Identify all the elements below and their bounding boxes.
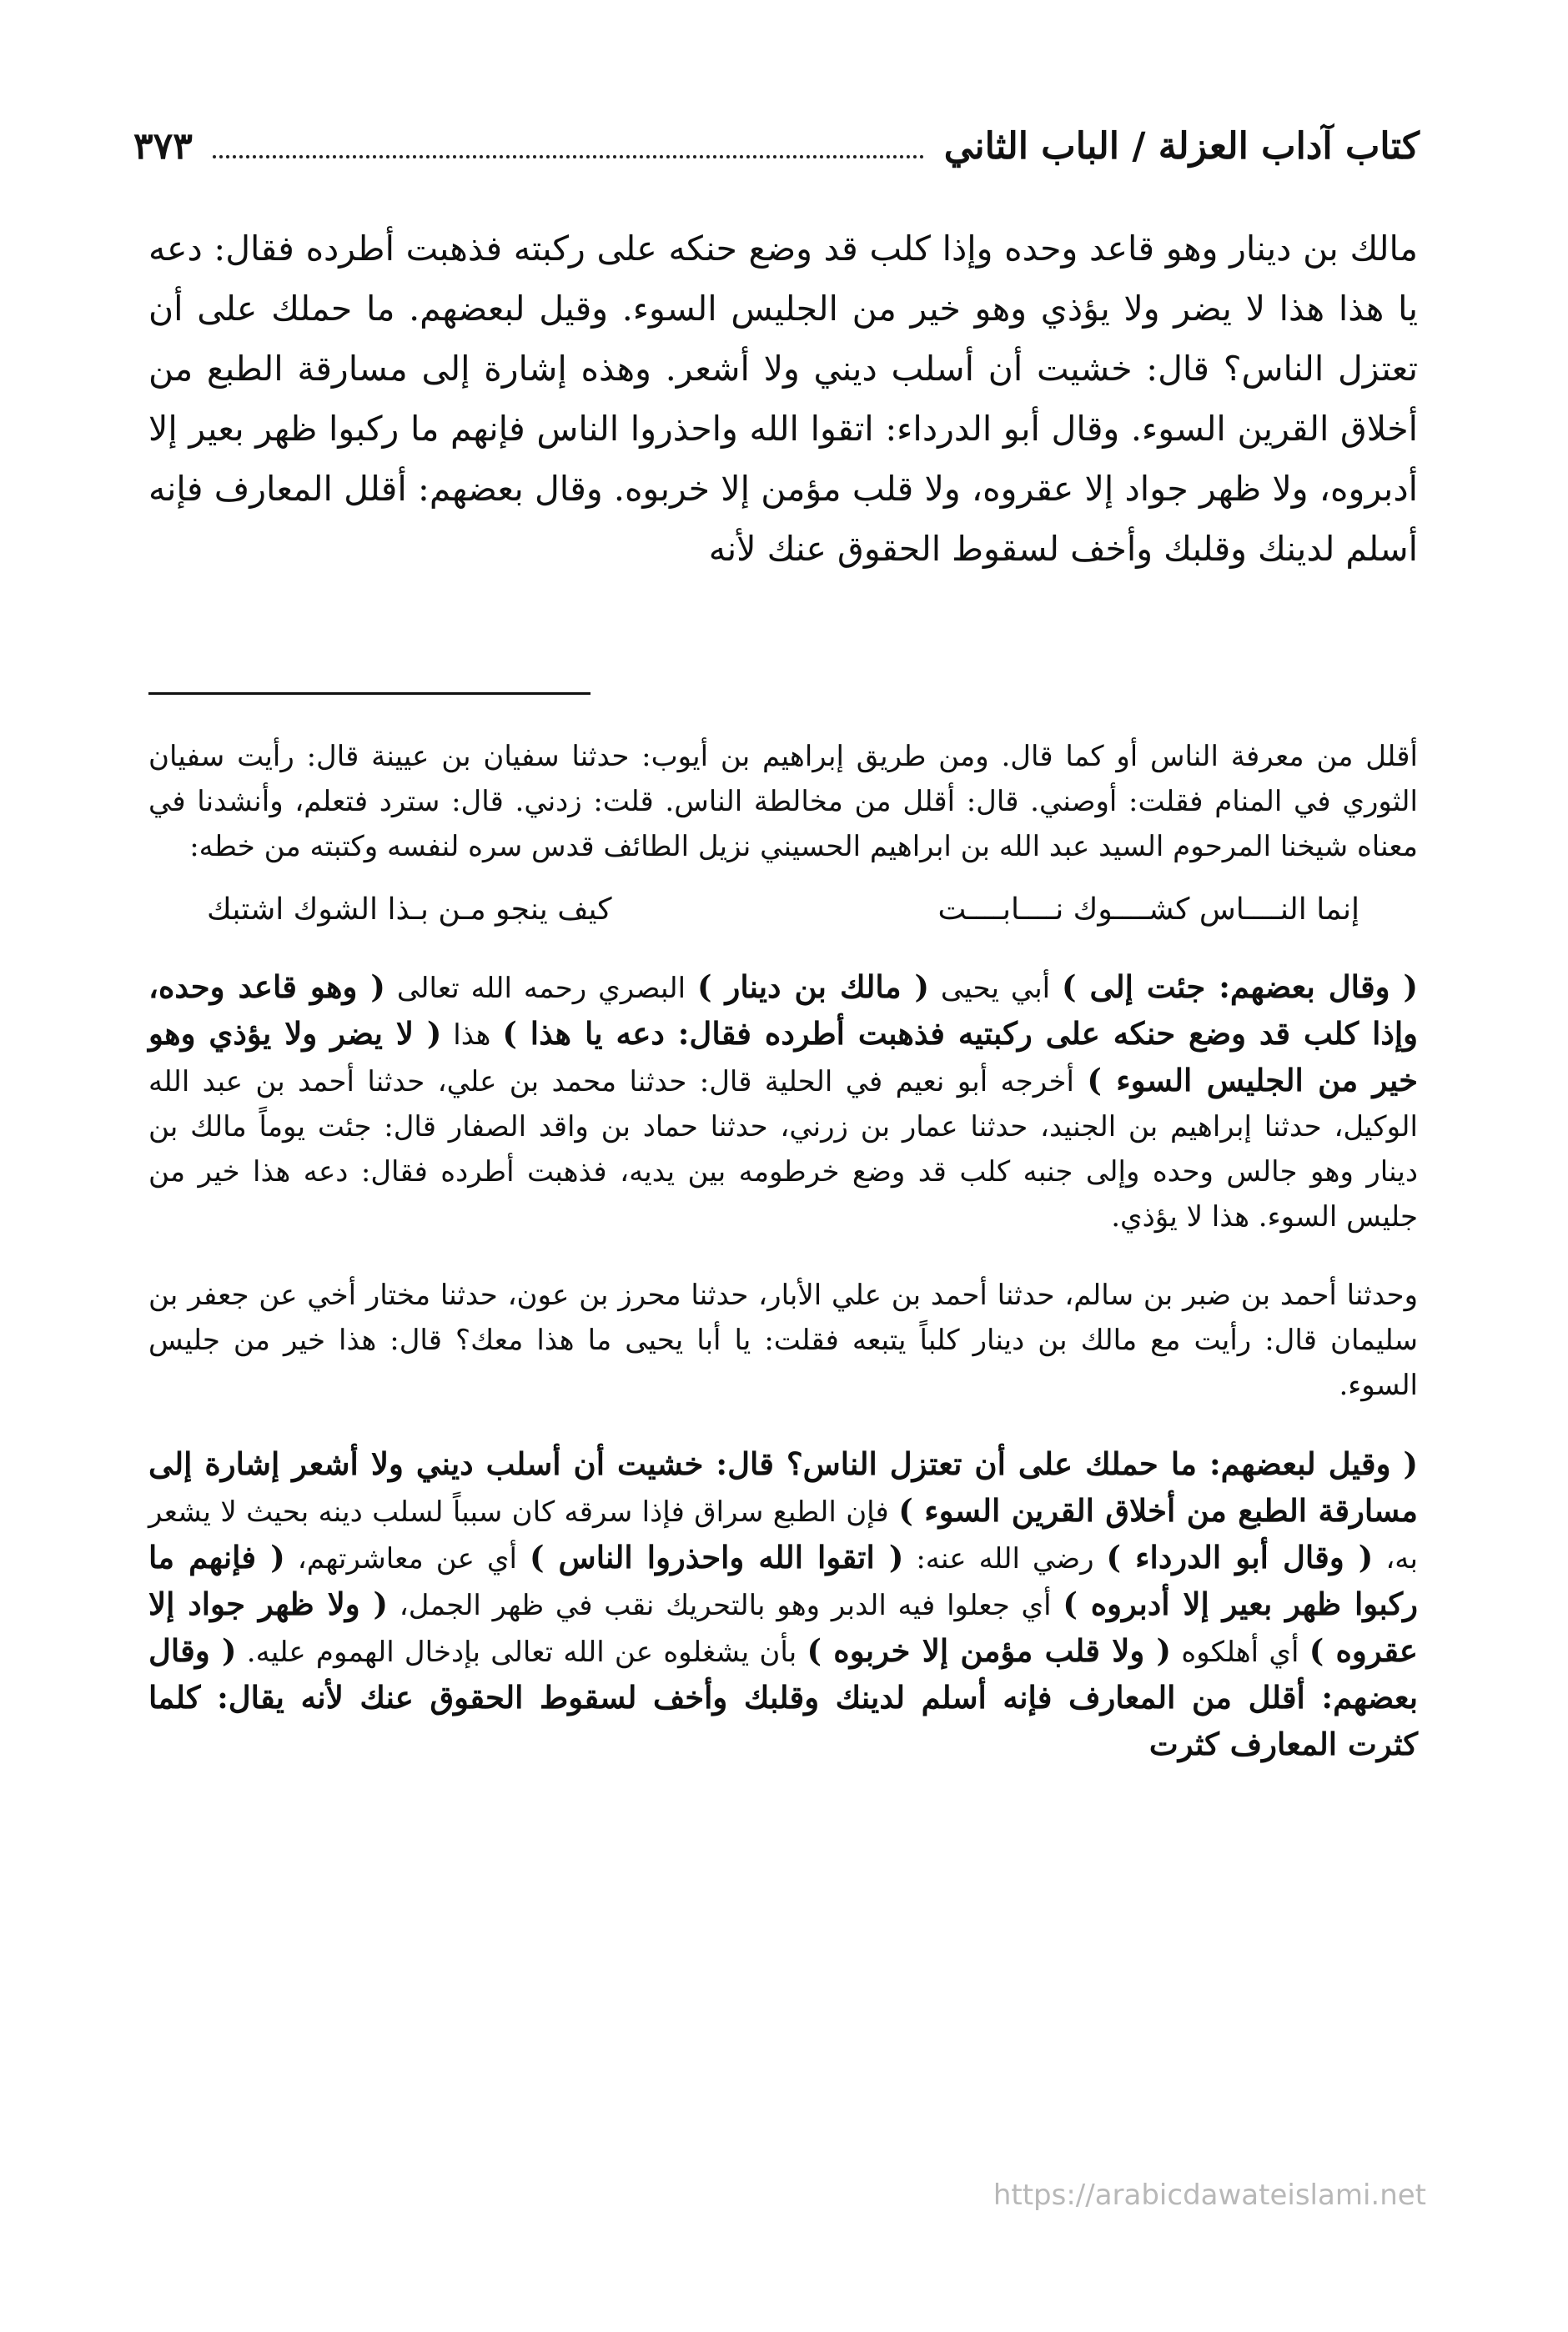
quoted-text: ( لا يضر ولا يؤذي وهو خير من الجليس السوء ) xyxy=(148,1015,1418,1098)
page-number: ٣٧٣ xyxy=(133,124,193,168)
quoted-text: ( اتقوا الله واحذروا الناس ) xyxy=(529,1539,904,1576)
poetry-verse xyxy=(148,887,1418,932)
commentary-section xyxy=(148,734,1418,1787)
commentary-text: بأن يشغلوه عن الله تعالى بإدخال الهموم عليه. xyxy=(236,1636,807,1669)
quoted-text: ( ولا ظهر جواد إلا عقروه ) xyxy=(148,1586,1418,1669)
quoted-text: ( وقال أبو الدرداء ) xyxy=(1106,1539,1374,1576)
commentary-text: أخرجه أبو نعيم في الحلية قال: حدثنا محمد بن علي، حدثنا أحمد بن عبد الله الوكيل، حدثنا إبراهيم بن الجنيد، حدثنا عمار بن زرني، حدثنا حماد بن واقد الصفار قال: جئت يوماً مالك بن دينار وهو جالس وحده وإلى جنبه كلب قد وضع خرطومه بين يديه، فذهبت أطرده فقال: دعه هذا خير من جليس السوء. هذا لا يؤذي. xyxy=(148,1065,1418,1234)
commentary-text: هذا xyxy=(441,1018,503,1052)
quoted-text: ( وقيل لبعضهم: ما حملك على أن تعتزل الناس؟ قال: خشيت أن أسلب ديني ولا أشعر إشارة إلى مسارقة الطبع من أخلاق القرين السوء ) xyxy=(148,1445,1418,1529)
commentary-paragraph-2: وحدثنا أحمد بن ضبر بن سالم، حدثنا أحمد بن علي الأبار، حدثنا محرز بن عون، حدثنا مختار أخي عن جعفر بن سليمان قال: رأيت مع مالك بن دينار كلباً يتبعه فقلت: يا أبا يحيى ما هذا معك؟ قال: هذا خير من جليس السوء. xyxy=(148,1279,1418,1402)
footnote-paragraph: أقلل من معرفة الناس أو كما قال. ومن طريق إبراهيم بن أيوب: حدثنا سفيان بن عيينة قال: رأيت سفيان الثوري في المنام فقلت: أوصني. قال: أقلل من مخالطة الناس. قلت: زدني. قال: سترد فتعلم، وأنشدنا في معناه شيخنا المرحوم السيد عبد الله بن ابراهيم الحسيني نزيل الطائف قدس سره لنفسه وكتبته من خطه: xyxy=(148,740,1418,863)
commentary-text: رضي الله عنه: xyxy=(903,1542,1107,1576)
verse-right-hemistich: إنما النــــاس كشــــوك نــــابــــت xyxy=(937,892,1359,927)
verse-left-hemistich: كيف ينجو مـن بـذا الشوك اشتبك xyxy=(207,892,612,927)
quoted-text: ( فإنهم ما ركبوا ظهر بعير إلا أدبروه ) xyxy=(148,1539,1418,1622)
commentary-text: فإن الطبع سراق فإذا سرقه كان سبباً لسلب دينه بحيث لا يشعر به، xyxy=(148,1495,1418,1576)
chapter-title: كتاب آداب العزلة / الباب الثاني xyxy=(943,124,1420,168)
commentary-text: أي أهلكوه xyxy=(1171,1636,1309,1669)
quoted-text: ( وقال بعضهم: أقلل من المعارف فإنه أسلم لدينك وقلبك وأخف لسقوط الحقوق عنك لأنه يقال: كلما كثرت المعارف كثرت xyxy=(148,1632,1418,1762)
running-header xyxy=(133,117,1420,175)
quoted-text: ( ولا قلب مؤمن إلا خربوه ) xyxy=(807,1632,1172,1669)
commentary-paragraph-3 xyxy=(148,1441,1418,1768)
footnote-separator xyxy=(148,692,591,695)
main-paragraph: مالك بن دينار وهو قاعد وحده وإذا كلب قد وضع حنكه على ركبته فذهبت أطرده فقال: دعه يا هذا هذا لا يضر ولا يؤذي وهو خير من الجليس السوء. وقيل لبعضهم. ما حملك على أن تعتزل الناس؟ قال: خشيت أن أسلب ديني ولا أشعر. وهذه إشارة إلى مسارقة الطبع من أخلاق القرين السوء. وقال أبو الدرداء: اتقوا الله واحذروا الناس فإنهم ما ركبوا ظهر بعير إلا أدبروه، ولا ظهر جواد إلا عقروه، ولا قلب مؤمن إلا خربوه. وقال بعضهم: أقلل المعارف فإنه أسلم لدينك وقلبك وأخف لسقوط الحقوق عنك لأنه xyxy=(148,229,1418,569)
watermark-url: https://arabicdawateislami.net xyxy=(993,2179,1426,2212)
commentary-text: أبي يحيى xyxy=(929,972,1063,1005)
main-text xyxy=(148,219,1418,579)
quoted-text: ( مالك بن دينار ) xyxy=(696,968,930,1005)
commentary-text: أي جعلوا فيه الدبر وهو بالتحريك نقب في ظهر الجمل، xyxy=(387,1589,1063,1622)
leader-dots xyxy=(213,133,924,158)
quoted-text: ( وهو قاعد وحده، وإذا كلب قد وضع حنكه على ركبتيه فذهبت أطرده فقال: دعه يا هذا ) xyxy=(148,968,1419,1052)
commentary-paragraph-1 xyxy=(148,964,1418,1239)
commentary-text: أي عن معاشرتهم، xyxy=(284,1542,530,1576)
quoted-text: ( وقال بعضهم: جئت إلى ) xyxy=(1062,968,1419,1005)
commentary-text: البصري رحمه الله تعالى xyxy=(384,972,697,1005)
